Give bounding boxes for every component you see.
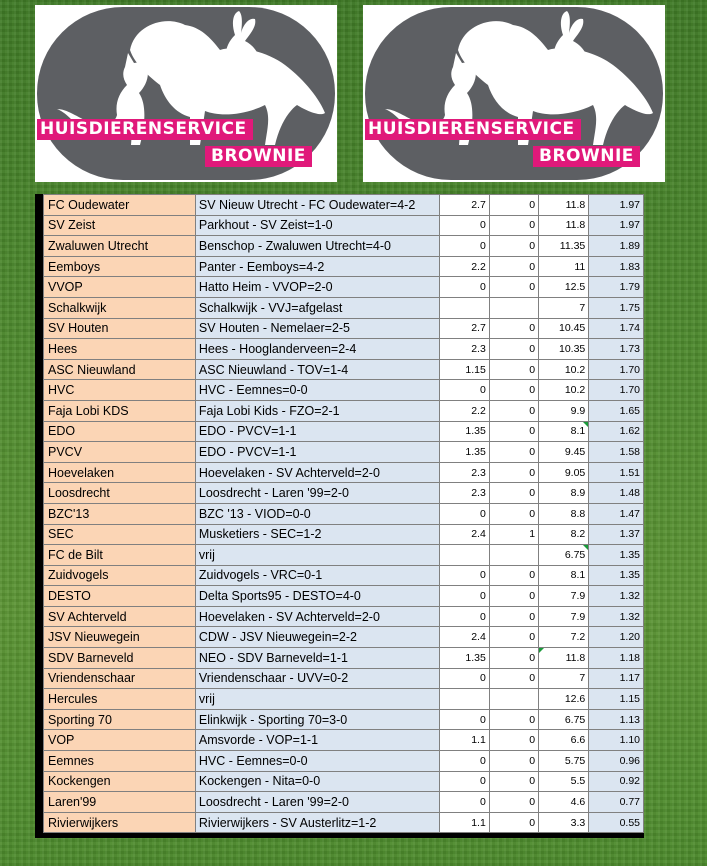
team-cell: FC de Bilt	[44, 545, 196, 566]
value-cell-1: 0	[439, 565, 489, 586]
value-cell-2: 0	[489, 400, 538, 421]
value-cell-3: 5.5	[539, 771, 589, 792]
match-cell: Musketiers - SEC=1-2	[195, 524, 439, 545]
value-cell-3: 10.35	[539, 339, 589, 360]
value-cell-4: 1.32	[589, 586, 644, 607]
table-row	[44, 462, 644, 483]
match-cell: vrij	[195, 689, 439, 710]
value-cell-3: 8.1	[539, 421, 589, 442]
match-cell: Parkhout - SV Zeist=1-0	[195, 215, 439, 236]
value-cell-3: 7.9	[539, 586, 589, 607]
value-cell-2: 0	[489, 606, 538, 627]
table-row	[44, 400, 644, 421]
value-cell-1: 0	[439, 771, 489, 792]
match-cell: Elinkwijk - Sporting 70=3-0	[195, 709, 439, 730]
match-cell: Delta Sports95 - DESTO=4-0	[195, 586, 439, 607]
value-cell-4: 1.62	[589, 421, 644, 442]
value-cell-2: 0	[489, 462, 538, 483]
value-cell-4: 1.20	[589, 627, 644, 648]
table-row	[44, 565, 644, 586]
value-cell-3: 7	[539, 297, 589, 318]
value-cell-1: 2.2	[439, 400, 489, 421]
value-cell-1: 0	[439, 606, 489, 627]
match-cell: SV Houten - Nemelaer=2-5	[195, 318, 439, 339]
match-cell: SV Nieuw Utrecht - FC Oudewater=4-2	[195, 195, 439, 216]
match-cell: EDO - PVCV=1-1	[195, 442, 439, 463]
table-row	[44, 606, 644, 627]
value-cell-2: 0	[489, 792, 538, 813]
value-cell-4: 1.73	[589, 339, 644, 360]
value-cell-4: 1.89	[589, 236, 644, 257]
value-cell-1: 0	[439, 503, 489, 524]
standings-table-panel	[35, 194, 644, 838]
standings-table	[43, 194, 644, 833]
team-cell: Hees	[44, 339, 196, 360]
table-row	[44, 668, 644, 689]
brand-name-line1: HUISDIERENSERVICE	[365, 119, 581, 140]
value-cell-4: 1.97	[589, 215, 644, 236]
value-cell-3: 6.6	[539, 730, 589, 751]
value-cell-1: 2.4	[439, 627, 489, 648]
value-cell-2: 0	[489, 771, 538, 792]
match-cell: Panter - Eemboys=4-2	[195, 256, 439, 277]
value-cell-3: 10.45	[539, 318, 589, 339]
match-cell: Loosdrecht - Laren '99=2-0	[195, 792, 439, 813]
match-cell: Hatto Heim - VVOP=2-0	[195, 277, 439, 298]
match-cell: Zuidvogels - VRC=0-1	[195, 565, 439, 586]
value-cell-4: 1.17	[589, 668, 644, 689]
match-cell: Hoevelaken - SV Achterveld=2-0	[195, 606, 439, 627]
match-cell: Kockengen - Nita=0-0	[195, 771, 439, 792]
value-cell-3: 4.6	[539, 792, 589, 813]
table-row	[44, 236, 644, 257]
value-cell-4: 1.79	[589, 277, 644, 298]
value-cell-2	[489, 297, 538, 318]
team-cell: Eemnes	[44, 751, 196, 772]
value-cell-3: 11	[539, 256, 589, 277]
team-cell: Kockengen	[44, 771, 196, 792]
table-row	[44, 545, 644, 566]
table-row	[44, 751, 644, 772]
value-cell-1: 0	[439, 380, 489, 401]
value-cell-3: 5.75	[539, 751, 589, 772]
team-cell: SV Zeist	[44, 215, 196, 236]
value-cell-3: 11.35	[539, 236, 589, 257]
value-cell-2: 0	[489, 648, 538, 669]
value-cell-1: 0	[439, 668, 489, 689]
value-cell-3: 9.45	[539, 442, 589, 463]
match-cell: CDW - JSV Nieuwegein=2-2	[195, 627, 439, 648]
match-cell: HVC - Eemnes=0-0	[195, 380, 439, 401]
match-cell: Hees - Hooglanderveen=2-4	[195, 339, 439, 360]
value-cell-2: 0	[489, 442, 538, 463]
team-cell: FC Oudewater	[44, 195, 196, 216]
value-cell-4: 1.74	[589, 318, 644, 339]
value-cell-4: 1.32	[589, 606, 644, 627]
team-cell: EDO	[44, 421, 196, 442]
table-row	[44, 524, 644, 545]
value-cell-4: 0.92	[589, 771, 644, 792]
value-cell-4: 1.97	[589, 195, 644, 216]
team-cell: Sporting 70	[44, 709, 196, 730]
value-cell-1: 1.1	[439, 730, 489, 751]
value-cell-2: 0	[489, 751, 538, 772]
table-row	[44, 297, 644, 318]
value-cell-4: 1.15	[589, 689, 644, 710]
team-cell: BZC'13	[44, 503, 196, 524]
team-cell: ASC Nieuwland	[44, 359, 196, 380]
match-cell: Rivierwijkers - SV Austerlitz=1-2	[195, 812, 439, 833]
table-row	[44, 792, 644, 813]
team-cell: Rivierwijkers	[44, 812, 196, 833]
match-cell: BZC '13 - VIOD=0-0	[195, 503, 439, 524]
team-cell: SEC	[44, 524, 196, 545]
value-cell-3: 11.8	[539, 215, 589, 236]
value-cell-4: 1.37	[589, 524, 644, 545]
value-cell-2: 0	[489, 277, 538, 298]
brand-name-line1: HUISDIERENSERVICE	[37, 119, 253, 140]
table-row	[44, 421, 644, 442]
value-cell-3: 8.2	[539, 524, 589, 545]
value-cell-2: 0	[489, 565, 538, 586]
value-cell-4: 1.65	[589, 400, 644, 421]
value-cell-1: 1.35	[439, 421, 489, 442]
match-cell: EDO - PVCV=1-1	[195, 421, 439, 442]
value-cell-3: 8.8	[539, 503, 589, 524]
value-cell-3: 9.05	[539, 462, 589, 483]
value-cell-3: 7.2	[539, 627, 589, 648]
team-cell: SV Houten	[44, 318, 196, 339]
table-row	[44, 812, 644, 833]
value-cell-4: 1.10	[589, 730, 644, 751]
value-cell-1: 1.15	[439, 359, 489, 380]
value-cell-3: 7.9	[539, 606, 589, 627]
match-cell: HVC - Eemnes=0-0	[195, 751, 439, 772]
value-cell-2: 1	[489, 524, 538, 545]
team-cell: SV Achterveld	[44, 606, 196, 627]
value-cell-4: 0.77	[589, 792, 644, 813]
value-cell-1	[439, 545, 489, 566]
value-cell-4: 1.75	[589, 297, 644, 318]
match-cell: Amsvorde - VOP=1-1	[195, 730, 439, 751]
match-cell: Schalkwijk - VVJ=afgelast	[195, 297, 439, 318]
value-cell-2: 0	[489, 503, 538, 524]
team-cell: DESTO	[44, 586, 196, 607]
value-cell-3: 11.8	[539, 195, 589, 216]
value-cell-4: 0.96	[589, 751, 644, 772]
value-cell-2: 0	[489, 586, 538, 607]
value-cell-2	[489, 545, 538, 566]
value-cell-4: 0.55	[589, 812, 644, 833]
match-cell: vrij	[195, 545, 439, 566]
value-cell-3: 10.2	[539, 359, 589, 380]
table-row	[44, 380, 644, 401]
value-cell-1: 2.3	[439, 339, 489, 360]
match-cell: Faja Lobi Kids - FZO=2-1	[195, 400, 439, 421]
value-cell-2: 0	[489, 339, 538, 360]
match-cell: Benschop - Zwaluwen Utrecht=4-0	[195, 236, 439, 257]
value-cell-2: 0	[489, 359, 538, 380]
value-cell-2: 0	[489, 380, 538, 401]
team-cell: Zwaluwen Utrecht	[44, 236, 196, 257]
team-cell: VVOP	[44, 277, 196, 298]
value-cell-2: 0	[489, 483, 538, 504]
value-cell-1: 2.7	[439, 318, 489, 339]
value-cell-2: 0	[489, 318, 538, 339]
value-cell-2: 0	[489, 812, 538, 833]
value-cell-1: 0	[439, 215, 489, 236]
team-cell: PVCV	[44, 442, 196, 463]
value-cell-2: 0	[489, 236, 538, 257]
brand-logo-right	[363, 5, 665, 182]
match-cell: NEO - SDV Barneveld=1-1	[195, 648, 439, 669]
value-cell-2: 0	[489, 195, 538, 216]
brand-logo-left	[35, 5, 337, 182]
match-cell: Vriendenschaar - UVV=0-2	[195, 668, 439, 689]
value-cell-1: 0	[439, 792, 489, 813]
table-row	[44, 730, 644, 751]
table-row	[44, 256, 644, 277]
value-cell-1: 1.1	[439, 812, 489, 833]
value-cell-3: 8.1	[539, 565, 589, 586]
team-cell: HVC	[44, 380, 196, 401]
match-cell: Hoevelaken - SV Achterveld=2-0	[195, 462, 439, 483]
value-cell-1: 2.7	[439, 195, 489, 216]
team-cell: Faja Lobi KDS	[44, 400, 196, 421]
value-cell-1: 1.35	[439, 442, 489, 463]
team-cell: Vriendenschaar	[44, 668, 196, 689]
value-cell-3: 9.9	[539, 400, 589, 421]
team-cell: Schalkwijk	[44, 297, 196, 318]
value-cell-1: 1.35	[439, 648, 489, 669]
value-cell-1: 0	[439, 751, 489, 772]
team-cell: Laren'99	[44, 792, 196, 813]
table-row	[44, 689, 644, 710]
table-row	[44, 709, 644, 730]
value-cell-4: 1.35	[589, 565, 644, 586]
team-cell: Zuidvogels	[44, 565, 196, 586]
team-cell: JSV Nieuwegein	[44, 627, 196, 648]
team-cell: VOP	[44, 730, 196, 751]
value-cell-3: 6.75	[539, 545, 589, 566]
brand-name-line2: BROWNIE	[205, 146, 312, 167]
value-cell-3: 7	[539, 668, 589, 689]
value-cell-3: 12.6	[539, 689, 589, 710]
value-cell-4: 1.58	[589, 442, 644, 463]
value-cell-3: 6.75	[539, 709, 589, 730]
value-cell-4: 1.13	[589, 709, 644, 730]
table-row	[44, 503, 644, 524]
value-cell-1: 2.2	[439, 256, 489, 277]
value-cell-2: 0	[489, 421, 538, 442]
value-cell-4: 1.51	[589, 462, 644, 483]
value-cell-4: 1.70	[589, 359, 644, 380]
table-row	[44, 339, 644, 360]
team-cell: Eemboys	[44, 256, 196, 277]
value-cell-1: 0	[439, 277, 489, 298]
match-cell: ASC Nieuwland - TOV=1-4	[195, 359, 439, 380]
value-cell-2: 0	[489, 627, 538, 648]
value-cell-2: 0	[489, 215, 538, 236]
table-row	[44, 359, 644, 380]
table-row	[44, 483, 644, 504]
table-row	[44, 586, 644, 607]
table-row	[44, 277, 644, 298]
value-cell-1: 0	[439, 709, 489, 730]
table-row	[44, 771, 644, 792]
value-cell-1: 2.3	[439, 462, 489, 483]
team-cell: Hercules	[44, 689, 196, 710]
value-cell-4: 1.70	[589, 380, 644, 401]
value-cell-2: 0	[489, 668, 538, 689]
value-cell-1: 0	[439, 236, 489, 257]
value-cell-4: 1.48	[589, 483, 644, 504]
value-cell-3: 10.2	[539, 380, 589, 401]
value-cell-1: 2.4	[439, 524, 489, 545]
value-cell-3: 12.5	[539, 277, 589, 298]
value-cell-4: 1.18	[589, 648, 644, 669]
table-row	[44, 215, 644, 236]
table-row	[44, 318, 644, 339]
value-cell-2	[489, 689, 538, 710]
value-cell-1	[439, 297, 489, 318]
table-row	[44, 648, 644, 669]
value-cell-3: 11.8	[539, 648, 589, 669]
team-cell: SDV Barneveld	[44, 648, 196, 669]
value-cell-4: 1.47	[589, 503, 644, 524]
table-row	[44, 442, 644, 463]
value-cell-1: 2.3	[439, 483, 489, 504]
brand-name-line2: BROWNIE	[533, 146, 640, 167]
value-cell-2: 0	[489, 256, 538, 277]
value-cell-3: 8.9	[539, 483, 589, 504]
value-cell-2: 0	[489, 730, 538, 751]
table-row	[44, 195, 644, 216]
value-cell-1	[439, 689, 489, 710]
value-cell-4: 1.35	[589, 545, 644, 566]
value-cell-3: 3.3	[539, 812, 589, 833]
team-cell: Hoevelaken	[44, 462, 196, 483]
value-cell-4: 1.83	[589, 256, 644, 277]
match-cell: Loosdrecht - Laren '99=2-0	[195, 483, 439, 504]
value-cell-1: 0	[439, 586, 489, 607]
table-row	[44, 627, 644, 648]
team-cell: Loosdrecht	[44, 483, 196, 504]
value-cell-2: 0	[489, 709, 538, 730]
